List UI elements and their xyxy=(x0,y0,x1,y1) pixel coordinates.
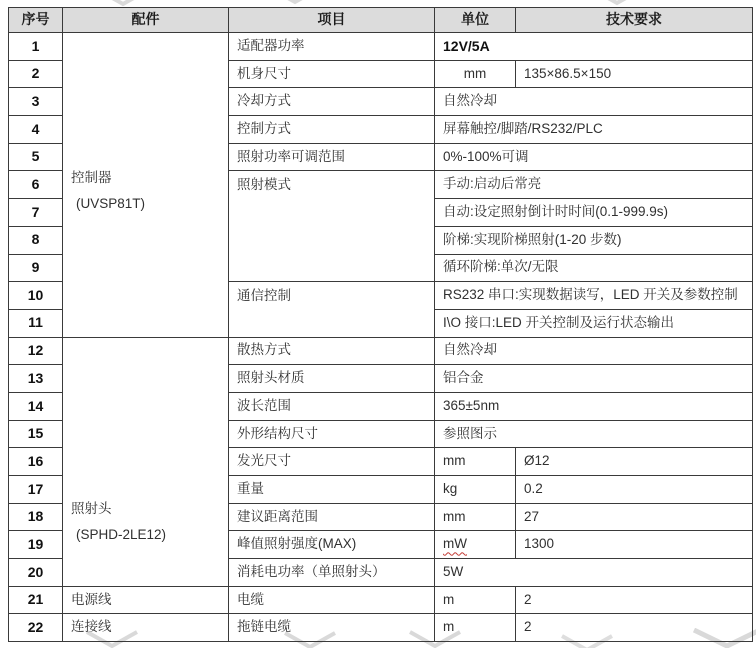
header-requirement: 技术要求 xyxy=(516,8,753,33)
unit-cell: m xyxy=(435,586,516,614)
value-cell: 自动:设定照射倒计时时间(0.1-999.9s) xyxy=(435,199,753,227)
part-model: (UVSP81T) xyxy=(76,196,146,211)
part-cell-connect-cable: 连接线 xyxy=(63,614,229,642)
value-cell: 0%-100%可调 xyxy=(435,143,753,171)
value-cell: RS232 串口:实现数据读写，LED 开关及参数控制 xyxy=(435,282,753,310)
part-cell-controller xyxy=(63,33,229,338)
unit-cell xyxy=(435,531,516,559)
row-no: 22 xyxy=(9,614,63,642)
header-no: 序号 xyxy=(9,8,63,33)
row-no: 9 xyxy=(9,254,63,282)
value-cell: I\O 接口:LED 开关控制及运行状态输出 xyxy=(435,309,753,337)
unit-cell: mm xyxy=(435,448,516,476)
header-part: 配件 xyxy=(63,8,229,33)
row-no: 15 xyxy=(9,420,63,448)
row-no: 5 xyxy=(9,143,63,171)
row-no: 20 xyxy=(9,559,63,587)
value-cell: 2 xyxy=(516,614,753,642)
item-cell: 照射功率可调范围 xyxy=(229,143,435,171)
item-cell: 照射头材质 xyxy=(229,365,435,393)
header-item: 项目 xyxy=(229,8,435,33)
row-no: 14 xyxy=(9,392,63,420)
row-no: 18 xyxy=(9,503,63,531)
item-cell-comm-control: 通信控制 xyxy=(229,282,435,337)
row-no: 19 xyxy=(9,531,63,559)
value-cell: 自然冷却 xyxy=(435,88,753,116)
part-model: (SPHD-2LE12) xyxy=(76,526,167,542)
item-cell: 发光尺寸 xyxy=(229,448,435,476)
value-cell: 12V/5A xyxy=(435,33,753,61)
value-cell: 屏幕触控/脚踏/RS232/PLC xyxy=(435,116,753,144)
row-no: 13 xyxy=(9,365,63,393)
row-no: 7 xyxy=(9,199,63,227)
part-cell-power-cable: 电源线 xyxy=(63,586,229,614)
row-no: 3 xyxy=(9,88,63,116)
unit-cell: m xyxy=(435,614,516,642)
item-cell: 消耗电功率（单照射头） xyxy=(229,559,435,587)
item-cell: 外形结构尺寸 xyxy=(229,420,435,448)
value-cell: 27 xyxy=(516,503,753,531)
unit-cell: mm xyxy=(435,60,516,88)
value-cell: 参照图示 xyxy=(435,420,753,448)
item-cell-irradiation-mode: 照射模式 xyxy=(229,171,435,282)
value-cell: 手动:启动后常亮 xyxy=(435,171,753,199)
row-no: 6 xyxy=(9,171,63,199)
unit-cell: kg xyxy=(435,476,516,504)
item-cell: 电缆 xyxy=(229,586,435,614)
item-cell: 建议距离范围 xyxy=(229,503,435,531)
row-no: 1 xyxy=(9,33,63,61)
row-no: 8 xyxy=(9,226,63,254)
row-no: 21 xyxy=(9,586,63,614)
item-cell: 冷却方式 xyxy=(229,88,435,116)
item-cell: 机身尺寸 xyxy=(229,60,435,88)
item-cell: 峰值照射强度(MAX) xyxy=(229,531,435,559)
unit-cell: mm xyxy=(435,503,516,531)
table-row xyxy=(9,614,753,642)
item-cell: 控制方式 xyxy=(229,116,435,144)
value-cell: Ø12 xyxy=(516,448,753,476)
value-cell: 阶梯:实现阶梯照射(1-20 步数) xyxy=(435,226,753,254)
header-row xyxy=(9,8,753,33)
header-unit: 单位 xyxy=(435,8,516,33)
row-no: 12 xyxy=(9,337,63,365)
value-cell: 135×86.5×150 xyxy=(516,60,753,88)
spec-table xyxy=(8,7,753,642)
row-no: 10 xyxy=(9,282,63,310)
part-cell-irradiation-head xyxy=(63,337,229,586)
item-cell: 适配器功率 xyxy=(229,33,435,61)
row-no: 11 xyxy=(9,309,63,337)
value-cell: 2 xyxy=(516,586,753,614)
row-no: 2 xyxy=(9,60,63,88)
value-cell: 365±5nm xyxy=(435,392,753,420)
item-cell: 散热方式 xyxy=(229,337,435,365)
value-cell: 自然冷却 xyxy=(435,337,753,365)
value-cell: 0.2 xyxy=(516,476,753,504)
part-name: 照射头 xyxy=(71,500,112,516)
table-row xyxy=(9,337,753,365)
value-cell: 1300 xyxy=(516,531,753,559)
value-cell: 铝合金 xyxy=(435,365,753,393)
table-row xyxy=(9,33,753,61)
row-no: 4 xyxy=(9,116,63,144)
item-cell: 拖链电缆 xyxy=(229,614,435,642)
item-cell: 波长范围 xyxy=(229,392,435,420)
value-cell: 循环阶梯:单次/无限 xyxy=(435,254,753,282)
part-name: 控制器 xyxy=(71,170,112,185)
row-no: 16 xyxy=(9,448,63,476)
row-no: 17 xyxy=(9,476,63,504)
value-cell: 5W xyxy=(435,559,753,587)
unit-misspelled: mW xyxy=(443,536,467,552)
item-cell: 重量 xyxy=(229,476,435,504)
table-row xyxy=(9,586,753,614)
